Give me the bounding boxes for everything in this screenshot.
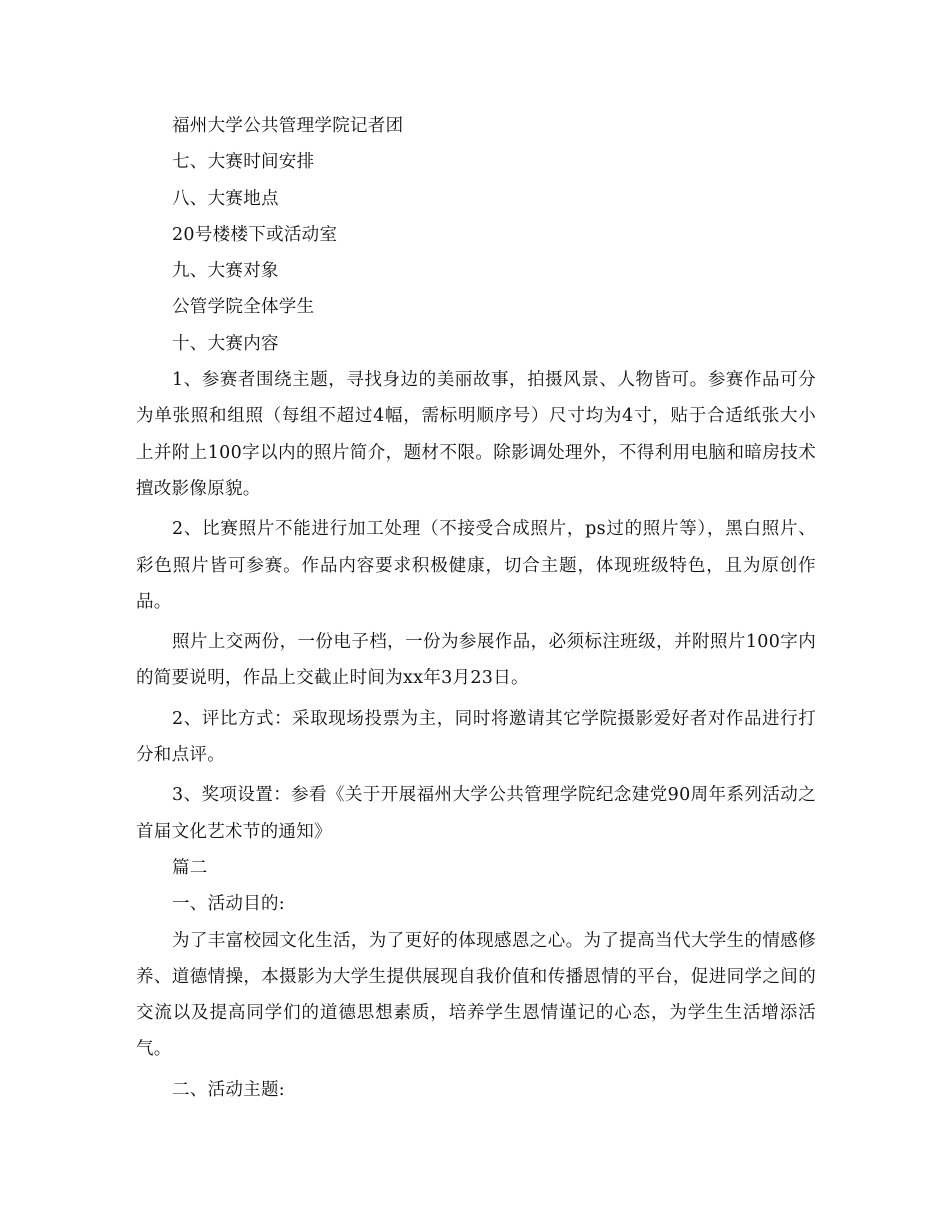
content-rule-1: 1、参赛者围绕主题，寻找身边的美丽故事，拍摄风景、人物皆可。参赛作品可分为单张照和组照（每组不超过4幅，需标明顺序号）尺寸均为4寸，贴于合适纸张大小上并附上100字以内的照片简介，题材不限。除影调处理外，不得利用电脑和暗房技术擅改影像原貌。: [136, 370, 816, 499]
awards-setting: 3、奖项设置：参看《关于开展福州大学公共管理学院纪念建党90周年系列活动之首届文化艺术节的通知》: [136, 785, 816, 842]
section-heading-venue: 八、大赛地点: [172, 188, 279, 209]
purpose-text: 为了丰富校园文化生活，为了更好的体现感恩之心。为了提高当代大学生的情感修养、道德情操，本摄影为大学生提供展现自我价值和传播恩情的平台，促进同学之间的交流以及提高同学们的道德思想素质，培养学生恩情谨记的心态，为学生生活增添活气。: [136, 930, 816, 1060]
venue-text: 20号楼楼下或活动室: [172, 224, 338, 245]
document-body: [136, 108, 816, 1108]
section-heading-schedule: 七、大赛时间安排: [172, 152, 315, 173]
section-heading-purpose: 一、活动目的:: [172, 894, 285, 915]
submission-instructions: 照片上交两份，一份电子档，一份为参展作品，必须标注班级，并附照片100字内的简要说明，作品上交截止时间为xx年3月23日。: [136, 632, 816, 689]
section-heading-theme: 二、活动主题:: [172, 1079, 285, 1100]
content-rule-2: 2、比赛照片不能进行加工处理（不接受合成照片，ps过的照片等），黑白照片、彩色照片皆可参赛。作品内容要求积极健康，切合主题，体现班级特色，且为原创作品。: [136, 519, 816, 612]
part-two-heading: 篇二: [172, 857, 208, 878]
judging-method: 2、评比方式：采取现场投票为主，同时将邀请其它学院摄影爱好者对作品进行打分和点评。: [136, 708, 816, 766]
section-heading-content: 十、大赛内容: [172, 333, 279, 354]
participants-text: 公管学院全体学生: [172, 297, 315, 318]
section-heading-participants: 九、大赛对象: [172, 261, 279, 282]
organizer-line: 福州大学公共管理学院记者团: [172, 116, 404, 136]
